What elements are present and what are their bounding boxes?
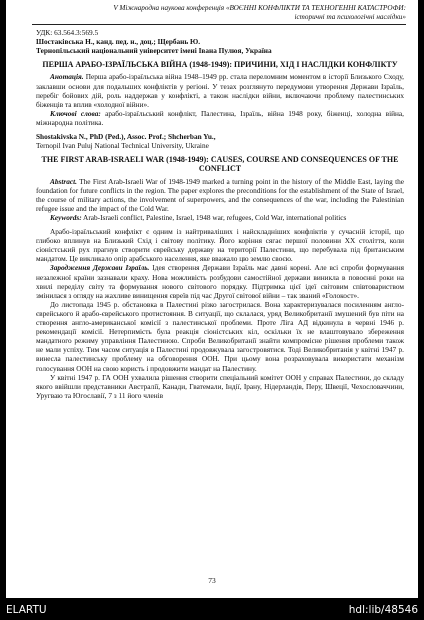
repository-footer xyxy=(0,598,424,620)
en-abstract-text: The First Arab-Israeli War of 1948-1949 marked a turning point in the history of the Middle East, laying the foundation for future conflicts in the region. The paper explores the preconditions for the establishment of the State of Israel, the course of military actions, the involvement of superpowers, and the consequences of the war, including the Palestinian refugee issue and the impact of the Cold War. xyxy=(36,176,404,213)
conference-header-line-2: історичні та психологічні наслідки» xyxy=(294,12,406,21)
body-paragraph-3: До листопада 1945 р. обстановка в Палестині різко загострилася. Вона характеризувалася посиленням англо-єврейського й арабо-єврейського протистояння. В ситуації, що склалася, уряд Великобританії змушений був піти на створення англо-американської комісії з палестинської проблеми. Проте Ліга АД відкинула в червні 1946 р. рекомендації комісії. Нетерпимість була реакція сіоністських кіл, оскільки їх не влаштовувало збереження мандатного режиму управління Палестиною. Спроби Великобританії знайти компромісне рішення проблеми також не мали успіху. Тим часом ситуація в Палестині продовжувала загостровятися. Тоді Великобританія у квітні 1947 р. винесла палестинську проблему на обговорення ООН. При цьому вона розраховувала використати механізм голосування ООН на свою користь і продовжити мандат на Палестину. xyxy=(36,299,404,373)
paper-page xyxy=(6,0,418,598)
section-heading: Зародження Держави Ізраїль. xyxy=(50,263,150,273)
en-abstract xyxy=(36,177,404,213)
ua-title: ПЕРША АРАБО-ІЗРАЇЛЬСЬКА ВІЙНА (1948-1949): ПРИЧИНИ, ХІД І НАСЛІДКИ КОНФЛІКТУ xyxy=(42,60,398,70)
ua-keywords-text: арабо-ізраїльський конфлікт, Палестина, Ізраїль, війна 1948 року, біженці, холодна війна, міжнародна політика. xyxy=(36,108,404,127)
body-paragraph-4: У квітні 1947 р. ГА ООН ухвалила рішення створити спеціальний комітет ООН у справах Палестини, до складу якого ввійшли представники Австралії, Канади, Гватемали, Індії, Ірану, Нідерландів, Перу, Швеції, Чехословаччини, Уругваю та Югославії, 7 з 11 його членів xyxy=(36,372,404,400)
conference-header-line-1: V Міжнародна наукова конференція «ВОЄННІ КОНФЛІКТИ ТА ТЕХНОГЕННІ КАТАСТРОФИ: xyxy=(113,4,406,12)
en-keywords-text: Arab-Israeli conflict, Palestine, Israel, 1948 war, refugees, Cold War, international politics xyxy=(81,213,347,223)
paper-content xyxy=(36,28,404,400)
ua-keywords xyxy=(36,109,404,127)
body-paragraph-2 xyxy=(36,263,404,299)
ua-authors: Шостакiвська Н., канд. пед. н., доц.; Щербань Ю. xyxy=(36,37,201,47)
repository-name: ELARTU xyxy=(6,604,47,616)
body-paragraph-1: Арабо-ізраїльський конфлікт є одним із найтриваліших і найскладніших конфліктів у сучасній історії, що глибоко вплинув на Близький Схід і світову політику. Його коріння сягає першої половини XX століття, коли сіоністський рух прагнув створити єврейську державу на території Палестини, що перебувала під британським мандатом. Це викликало опір арабського населення, яке вважало цю землю своєю. xyxy=(36,227,404,264)
udk-code: УДК: 63.564.3:569.5 xyxy=(36,28,99,37)
en-affiliation: Ternopil Ivan Puluj National Technical University, Ukraine xyxy=(36,141,209,151)
en-title: THE FIRST ARAB-ISRAELI WAR (1948-1949): CAUSES, COURSE AND CONSEQUENCES OF THE CONFLICT xyxy=(41,155,399,174)
ua-keywords-label: Ключові слова: xyxy=(50,108,101,118)
header-rule xyxy=(32,24,406,25)
body-paragraph-2-text: Ідея створення Держави Ізраїль має давні корені. Але всі спроби формування незалежної країни зазнавали краху. Нова можливість розбудови самостійної держави виникла в повоєнні роки на хвилі переділу світу та формування нового світового порядку. Підтримка цієї ідеї світовим співтовариством змінилася з огляду на жахливе винищення євреїв під час Другої світової війни – так званий «Голокост». xyxy=(36,263,404,300)
ua-abstract-text: Перша арабо-ізраїльська війна 1948–1949 рр. стала переломним моментом в історії Близького Сходу, заклавши основи для подальших конфліктів у регіоні. У тезах розглянуто передумови утворення Держави Ізраїль, перебіг бойових дій, роль наддержав у конфлікті, а також наслідки війни, включаючи проблему палестинських біженців та вплив «холодної війни». xyxy=(36,72,404,109)
ua-abstract xyxy=(36,72,404,108)
en-abstract-label: Abstract. xyxy=(50,176,77,186)
en-keywords xyxy=(36,213,404,222)
conference-header xyxy=(6,4,418,21)
handle-id: hdl:lib/48546 xyxy=(348,604,418,616)
en-authors: Shostakivska N., PhD (Ped.), Assoc. Prof.; Shcherban Yu., xyxy=(36,132,216,142)
en-keywords-label: Keywords: xyxy=(50,213,82,223)
page-number: 73 xyxy=(208,576,216,585)
ua-affiliation: Тернопільський національний університет імені Івана Пулюя, Україна xyxy=(36,46,272,56)
ua-abstract-label: Анотація. xyxy=(50,72,84,82)
